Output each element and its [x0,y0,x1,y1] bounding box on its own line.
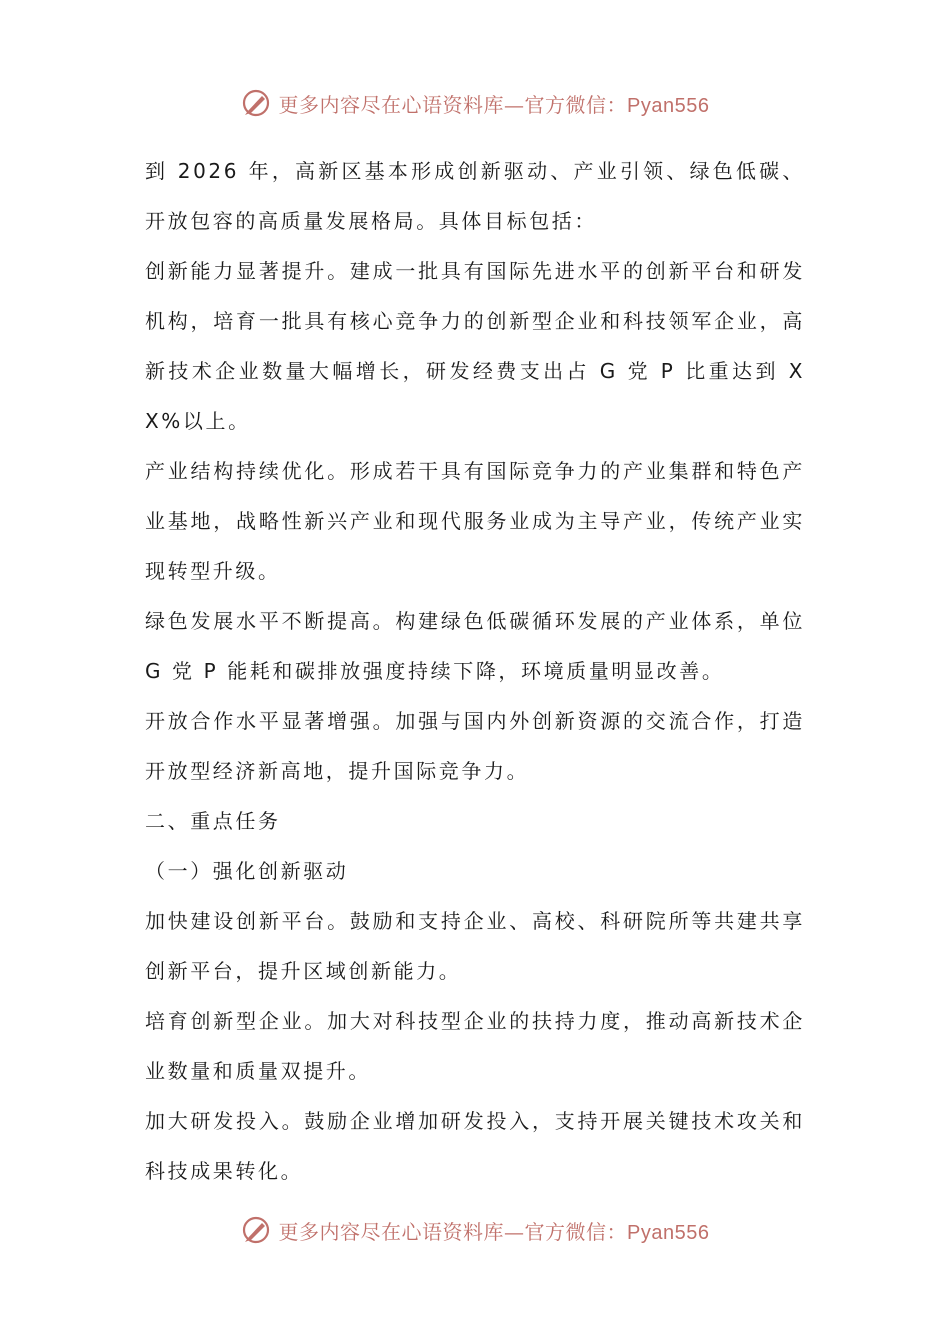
paragraph-industrial-structure: 产业结构持续优化。形成若干具有国际竞争力的产业集群和特色产业基地，战略性新兴产业和现代服务业成为主导产业，传统产业实现转型升级。 [145,459,805,583]
paragraph-green-development: 绿色发展水平不断提高。构建绿色低碳循环发展的产业体系，单位 G 党 P 能耗和碳排放强度持续下降，环境质量明显改善。 [145,609,805,683]
footer-banner-text: 更多内容尽在心语资料库—官方微信：Pyan556 [278,1219,710,1244]
section-heading-key-tasks: 二、重点任务 [145,809,281,833]
pen-circle-logo-icon [241,1215,271,1245]
paragraph-open-cooperation: 开放合作水平显著增强。加强与国内外创新资源的交流合作，打造开放型经济新高地，提升国际竞争力。 [145,709,805,783]
pen-circle-logo-icon [241,88,271,118]
paragraph-innovation-platform: 加快建设创新平台。鼓励和支持企业、高校、科研院所等共建共享创新平台，提升区域创新能力。 [145,909,805,983]
header-watermark-banner [0,81,950,125]
footer-wechat-id: Pyan556 [627,1221,710,1244]
subsection-heading-innovation-drive: （一）强化创新驱动 [145,859,349,883]
paragraph-innovative-enterprises: 培育创新型企业。加大对科技型企业的扶持力度，推动高新技术企业数量和质量双提升。 [145,1009,805,1083]
header-banner-text: 更多内容尽在心语资料库—官方微信：Pyan556 [278,92,710,117]
paragraph-goal-overview: 到 2026 年，高新区基本形成创新驱动、产业引领、绿色低碳、开放包容的高质量发展格局。具体目标包括： [145,159,805,233]
header-wechat-id: Pyan556 [627,94,710,117]
paragraph-innovation-capacity: 创新能力显著提升。建成一批具有国际先进水平的创新平台和研发机构，培育一批具有核心竞争力的创新型企业和科技领军企业，高新技术企业数量大幅增长，研发经费支出占 G 党 P 比重达到 XX%以上。 [145,259,805,433]
footer-watermark-banner [0,1208,950,1252]
document-body [145,146,805,1196]
paragraph-rd-investment: 加大研发投入。鼓励企业增加研发投入，支持开展关键技术攻关和科技成果转化。 [145,1109,805,1183]
